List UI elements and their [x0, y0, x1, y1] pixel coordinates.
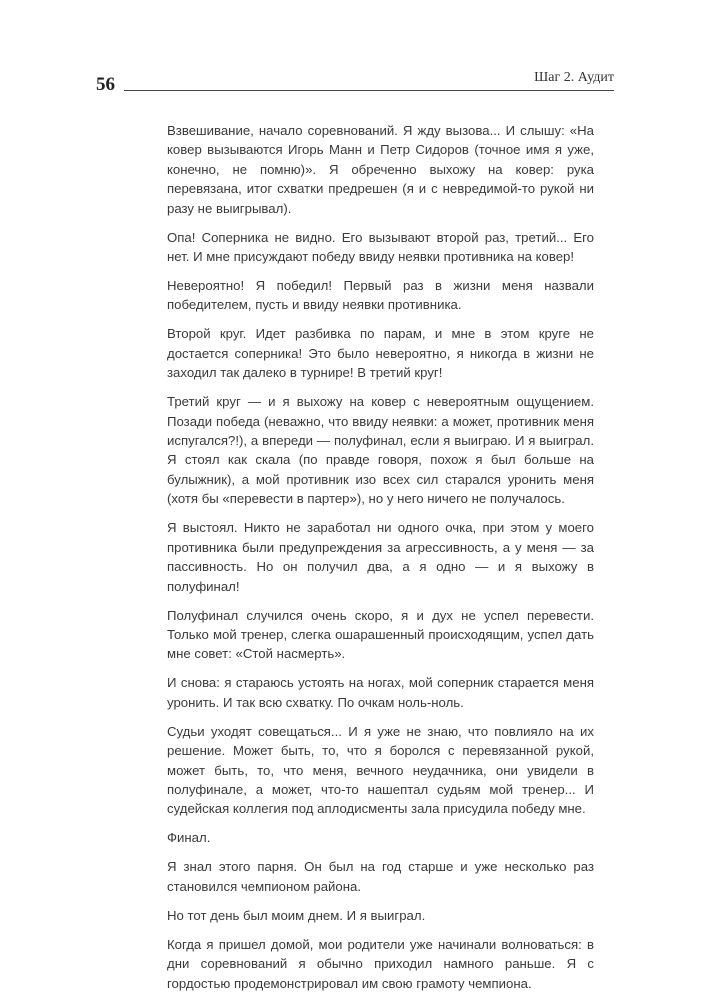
paragraph: И снова: я стараюсь устоять на ногах, мой соперник старается меня уронить. И так всю схватку. По очкам ноль-ноль. — [167, 675, 594, 710]
paragraph: Второй круг. Идет разбивка по парам, и мне в этом круге не достается соперника! Это было невероятно, я никогда в жизни не заходил так далеко в турнире! В третий круг! — [167, 326, 594, 381]
paragraph: Третий круг — и я выхожу на ковер с невероятным ощущением. Позади победа (неважно, что ввиду неявки: а может, противник меня испугался?!), а впереди — полуфинал, если я выиграю. И я выиграл. Я стоял как скала (по правде говоря, похож я был больше на булыжник), а мой противник изо всех сил старался уронить меня (хотя бы «перевести в партер»), но у него ничего не получалось. — [167, 394, 594, 507]
paragraph: Полуфинал случился очень скоро, я и дух не успел перевести. Только мой тренер, слегка ошарашенный происходящим, успел дать мне совет: «Стой насмерть». — [167, 607, 594, 662]
paragraph: Судьи уходят совещаться... И я уже не знаю, что повлияло на их решение. Может быть, то, что я боролся с перевязанной рукой, может быть, то, что меня, вечного неудачника, они увидели в полуфинале, а может, что-то нашептал судьям мой тренер... И судейская коллегия под аплодисменты зала присудила победу мне. — [167, 723, 594, 817]
paragraph: Взвешивание, начало соревнований. Я жду вызова... И слышу: «На ковер вызываются Игорь Манн и Петр Сидоров (точное имя я уже, конечно, не помню)». Я обреченно выхожу на ковер: рука перевязана, итог схватки предрешен (я и с невредимой-то рукой ни разу не выигрывал). — [167, 123, 594, 216]
paragraph: Когда я пришел домой, мои родители уже начинали волноваться: в дни соревнований я обычно приходил намного раньше. Я с гордостью продемонстрировал им свою грамоту чемпиона. — [167, 936, 594, 991]
paragraph: Финал. — [167, 830, 211, 846]
running-title: Шаг 2. Аудит — [528, 70, 614, 86]
paragraph: Я знал этого парня. Он был на год старше и уже несколько раз становился чемпионом района. — [167, 859, 594, 894]
paragraph: Я выстоял. Никто не заработал ни одного очка, при этом у моего противника были предупреждения за агрессивность, а у меня — за пассивность. Но он получил два, а я одно — и я выхожу в полуфинал! — [167, 520, 594, 594]
header-rule — [124, 90, 614, 91]
paragraph: Опа! Соперника не видно. Его вызывают второй раз, третий... Его нет. И мне присуждают победу ввиду неявки противника на ковер! — [167, 229, 594, 265]
page-number: 56 — [96, 74, 115, 95]
page-header — [96, 70, 614, 98]
paragraph: Невероятно! Я победил! Первый раз в жизни меня назвали победителем, пусть и ввиду неявки противника. — [167, 278, 594, 313]
body-text — [167, 121, 594, 1003]
paragraph: Но тот день был моим днем. И я выиграл. — [167, 907, 426, 923]
